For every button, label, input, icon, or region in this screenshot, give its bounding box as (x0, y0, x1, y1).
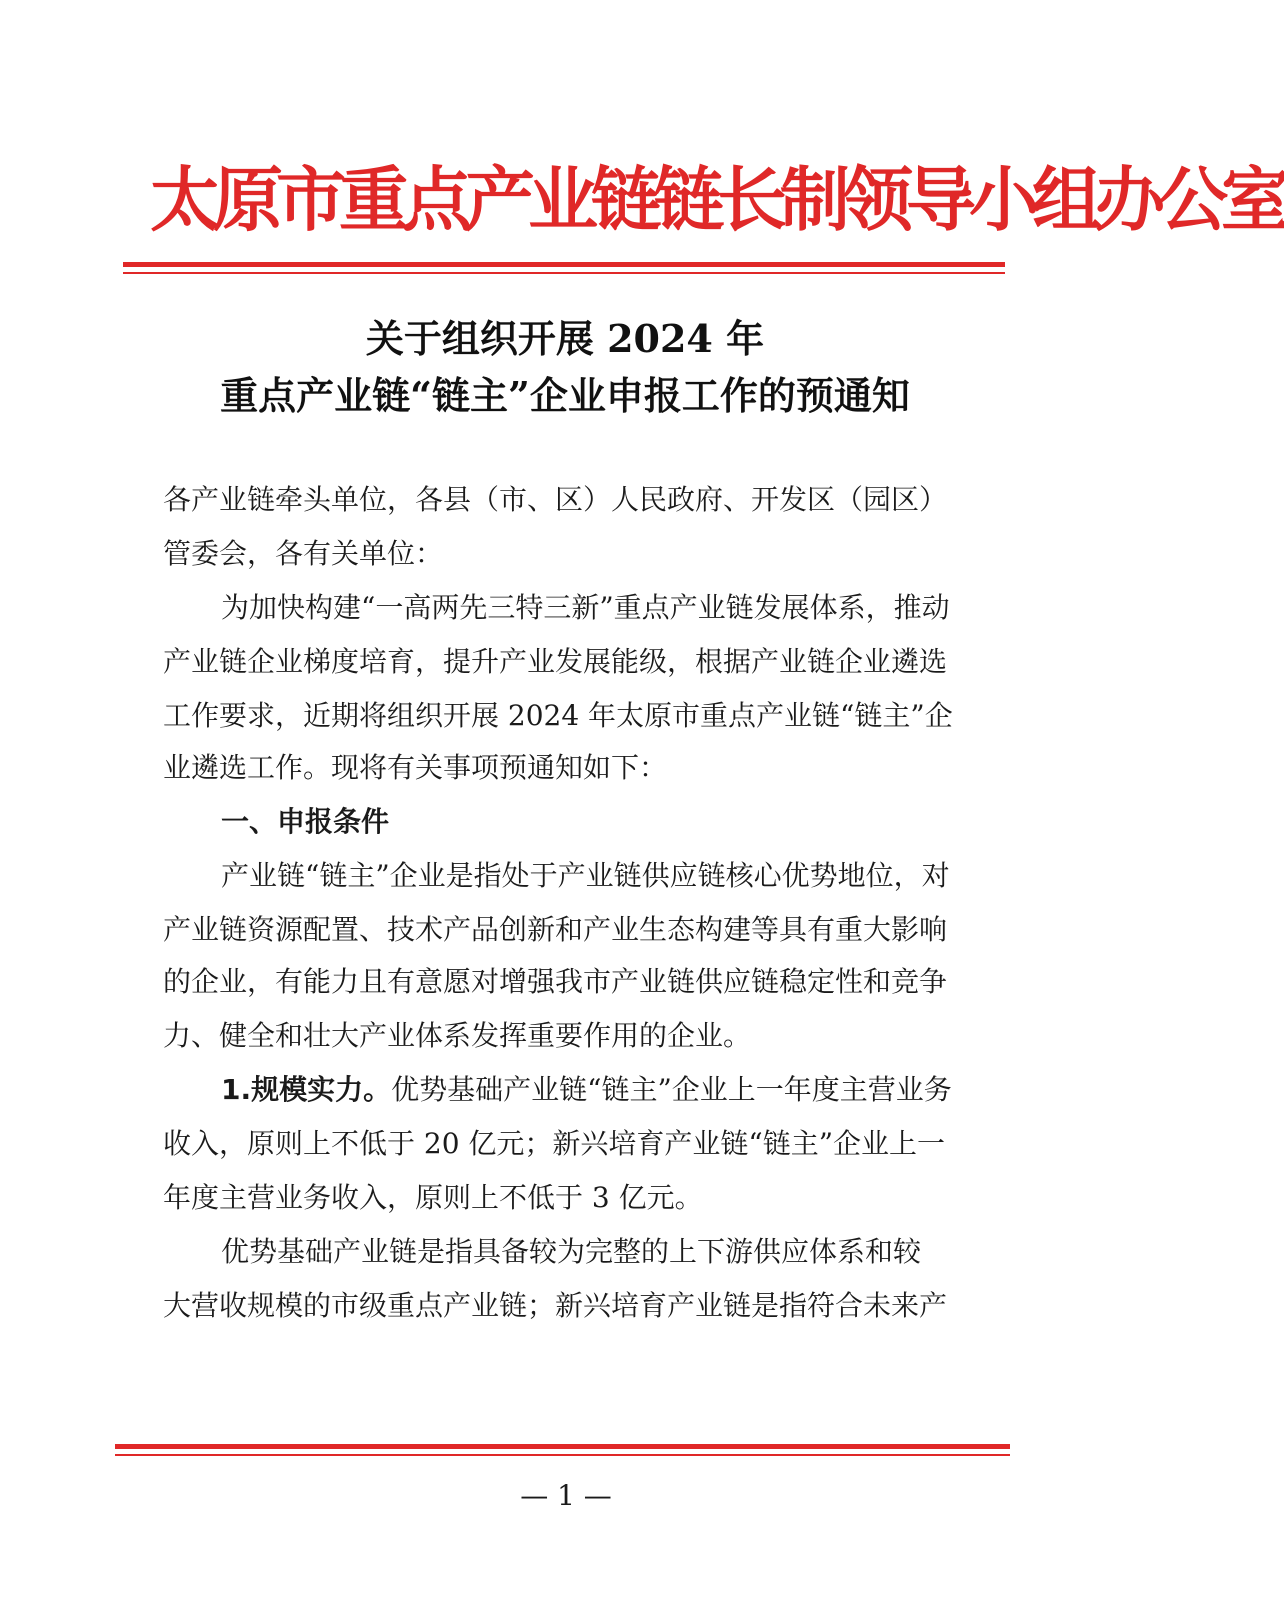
item-1-text: 优势基础产业链“链主”企业上一年度主营业务 (391, 1073, 952, 1106)
footer-rule-thick (115, 1444, 1010, 1449)
masthead-rule-thick (123, 262, 1005, 267)
definition-line-2: 产业链资源配置、技术产品创新和产业生态构建等具有重大影响 (163, 913, 948, 946)
definition-line-4: 力、健全和壮大产业体系发挥重要作用的企业。 (163, 1019, 752, 1052)
chain-definition-line-1: 优势基础产业链是指具备较为完整的上下游供应体系和较 (221, 1235, 922, 1268)
intro-line-2: 产业链企业梯度培育，提升产业发展能级，根据产业链企业遴选 (163, 645, 948, 678)
intro-line-1: 为加快构建“一高两先三特三新”重点产业链发展体系，推动 (221, 591, 950, 624)
intro-line-3: 工作要求，近期将组织开展 2024 年太原市重点产业链“链主”企 (163, 699, 953, 732)
chain-definition-line-2: 大营收规模的市级重点产业链；新兴培育产业链是指符合未来产 (163, 1289, 948, 1322)
item-1-label: 1.规模实力。 (221, 1073, 392, 1106)
page-number: — 1 — (520, 1479, 612, 1512)
salutation-line-1: 各产业链牵头单位，各县（市、区）人民政府、开发区（园区） (163, 483, 948, 516)
salutation-line-2: 管委会，各有关单位： (163, 537, 444, 570)
section-heading: 一、申报条件 (221, 805, 390, 838)
item-1-line-2: 收入，原则上不低于 20 亿元；新兴培育产业链“链主”企业上一 (163, 1127, 946, 1160)
document-title-line-1: 关于组织开展 2024 年 (365, 316, 765, 361)
masthead-title: 太原市重点产业链链长制领导小组办公室 (150, 159, 1284, 241)
intro-line-4: 业遴选工作。现将有关事项预通知如下： (163, 751, 668, 784)
document-title-line-2: 重点产业链“链主”企业申报工作的预通知 (220, 373, 910, 418)
definition-line-1: 产业链“链主”企业是指处于产业链供应链核心优势地位，对 (221, 859, 950, 892)
item-1-line-1 (221, 1070, 993, 1110)
item-1-line-3: 年度主营业务收入，原则上不低于 3 亿元。 (163, 1181, 703, 1214)
masthead-rule-thin (123, 272, 1005, 274)
definition-line-3: 的企业，有能力且有意愿对增强我市产业链供应链稳定性和竞争 (163, 965, 948, 998)
footer-rule-thin (115, 1454, 1010, 1456)
